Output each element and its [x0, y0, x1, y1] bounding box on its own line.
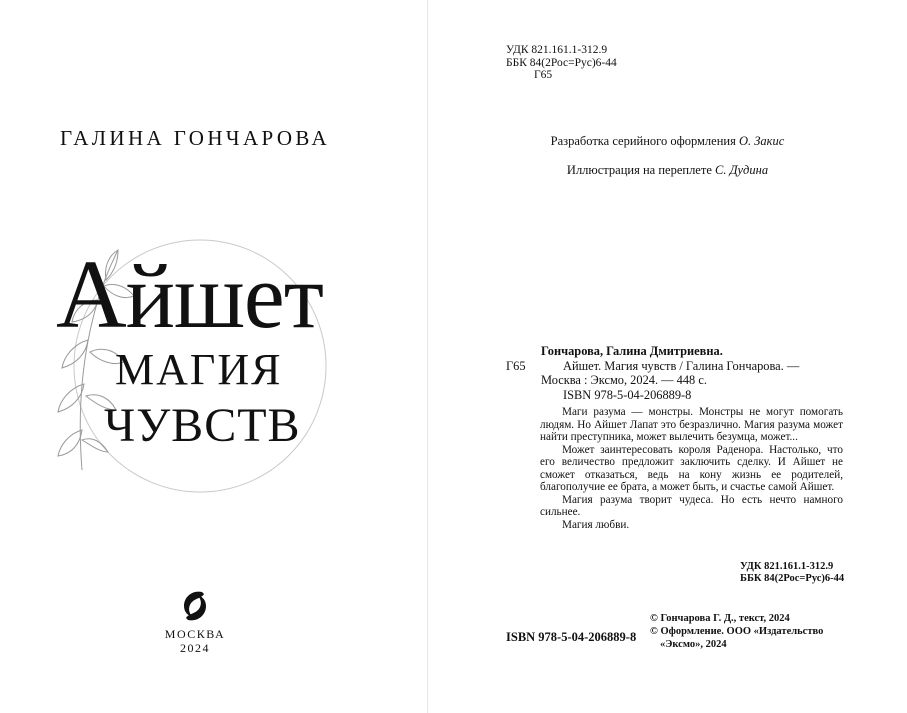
imprint-page: [428, 0, 907, 713]
biblio-isbn: ISBN 978-5-04-206889-8: [563, 387, 692, 402]
bbk-code-bottom: ББК 84(2Рос=Рус)6-44: [740, 573, 845, 585]
author-entry: Гончарова, Галина Дмитриевна.: [541, 344, 723, 358]
bibliographic-record: [541, 344, 799, 402]
book-title-line1: [56, 241, 323, 349]
biblio-line-2: Москва : Эксмо, 2024. — 448 с.: [541, 373, 707, 388]
annotation-paragraph: Магия любви.: [562, 518, 630, 531]
credit-illustration-name: С. Дудина: [715, 163, 769, 177]
classification-codes-bottom: [740, 561, 844, 585]
title-rest: йшет: [125, 245, 323, 347]
annotation-paragraph: Маги разума — монстры. Монстры не могут помогать людям. Но Айшет Лапат это безразлично. Магия разума может найти преступника, может вылечить безумца, может...: [540, 406, 843, 443]
book-title-line2: МАГИЯ: [115, 345, 283, 394]
copyright-line: © Гончарова Г. Д., текст, 2024: [650, 613, 790, 624]
title-initial: А: [56, 241, 126, 349]
publisher-city: МОСКВА: [164, 627, 226, 641]
copyright-block: [650, 612, 823, 651]
isbn: ISBN 978-5-04-206889-8: [506, 630, 637, 644]
udk-code: УДК 821.161.1-312.9: [506, 44, 608, 56]
author-mark: Г65: [534, 69, 553, 82]
annotation-paragraph: Магия разума творит чудеса. Но есть нечто намного сильнее.: [540, 493, 843, 518]
credit-series-design: [428, 134, 907, 149]
title-page: [0, 0, 427, 713]
credit-series-label: Разработка серийного оформления: [550, 134, 736, 148]
annotation: [540, 406, 843, 531]
copyright-line: «Эксмо», 2024: [660, 639, 727, 650]
book-title-line3: ЧУВСТВ: [104, 399, 301, 452]
udk-code-bottom: УДК 821.161.1-312.9: [740, 561, 834, 572]
credit-series-name: О. Закис: [738, 134, 785, 148]
biblio-line-1: Айшет. Магия чувств / Галина Гончарова. —: [563, 358, 800, 373]
author-name: ГАЛИНА ГОНЧАРОВА: [59, 126, 331, 150]
publisher-logo-icon: [180, 588, 210, 624]
classification-codes-top: [506, 44, 617, 82]
publication-year: 2024: [180, 641, 210, 655]
credit-illustration-label: Иллюстрация на переплете: [566, 163, 712, 177]
annotation-paragraph: Может заинтересовать короля Раденора. Настолько, что его величество предложит заключить сделку. И Айшет не сможет отказаться, ведь на кону жизнь ее родителей, благополучие ее брата, а может быть, и счастье самой Айшет.: [540, 443, 843, 493]
catalog-code: Г65: [506, 359, 526, 373]
bbk-code: ББК 84(2Рос=Рус)6-44: [506, 56, 617, 69]
copyright-line: © Оформление. ООО «Издательство: [650, 626, 824, 637]
credit-cover-illustration: [428, 163, 907, 178]
